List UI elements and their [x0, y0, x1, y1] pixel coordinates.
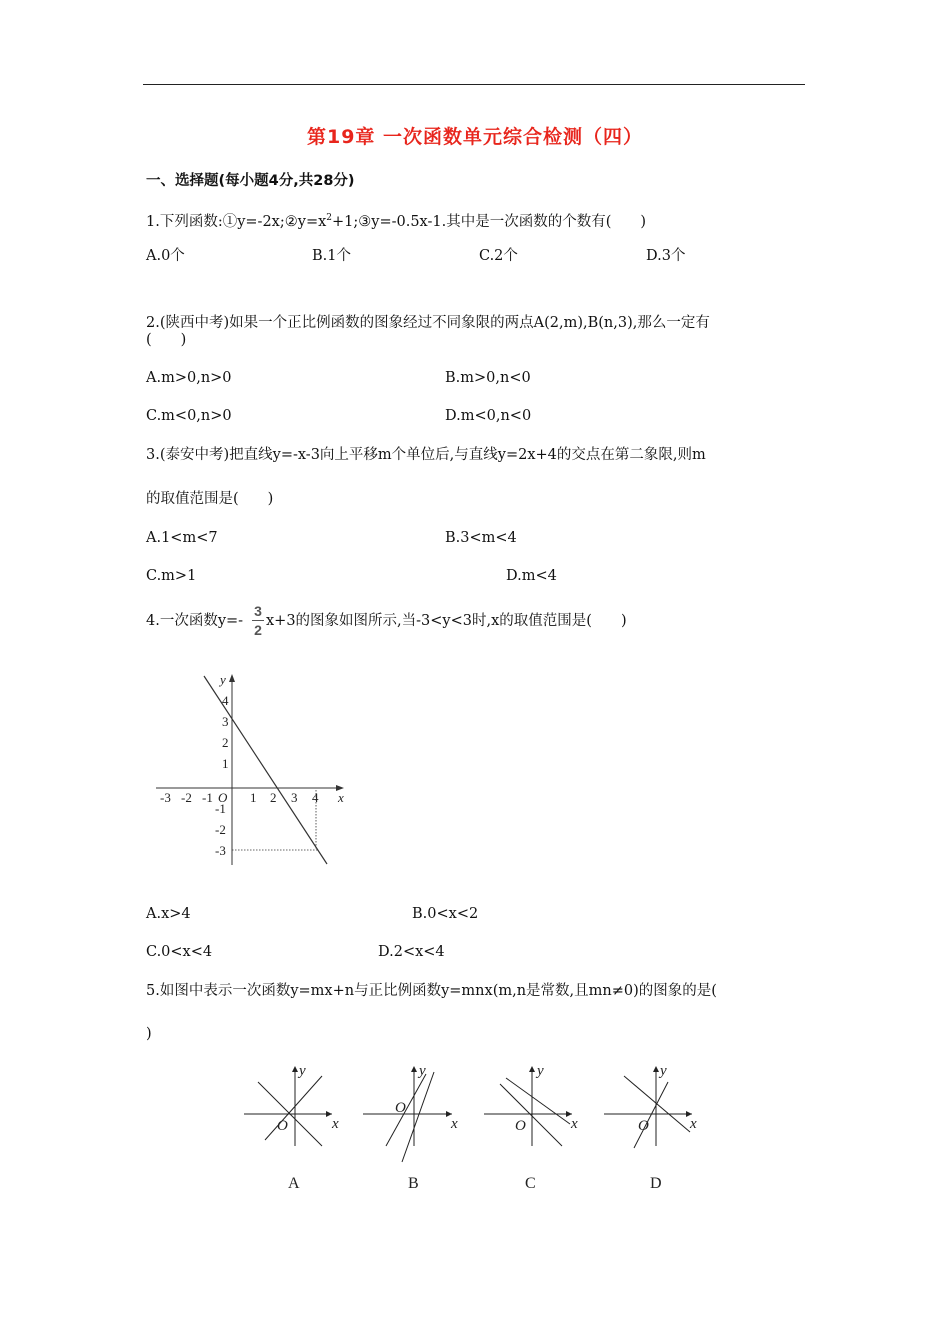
page-title: 第19章 一次函数单元综合检测（四）: [306, 126, 644, 148]
q1-sup: 2: [326, 213, 332, 223]
q4-xtick: -1: [202, 790, 213, 805]
q4-stem-a: 4.一次函数y=-: [146, 613, 244, 629]
q4-x-label: x: [338, 790, 344, 805]
q5-stem-line2: ): [146, 1026, 152, 1042]
q5-c-x-label: x: [571, 1116, 578, 1132]
q5-graphs: [240, 1058, 710, 1198]
q4-fraction: [250, 603, 266, 638]
q2-option-c: C.m<0,n>0: [146, 408, 232, 424]
q5-option-a: A: [288, 1175, 300, 1192]
q4-stem-b: x+3的图象如图所示,当-3<y<3时,x的取值范围是( ): [266, 613, 627, 629]
q4-xtick: -3: [160, 790, 171, 805]
q2-option-b: B.m>0,n<0: [445, 370, 531, 386]
q4-frac-num: 3: [254, 603, 262, 619]
q5-b-x-label: x: [451, 1116, 458, 1132]
q4-ytick: 4: [222, 693, 229, 708]
q5-d-origin: O: [638, 1118, 649, 1134]
q1-stem-b: +1;③y=-0.5x-1.其中是一次函数的个数有( ): [332, 213, 647, 230]
q3-option-b: B.3<m<4: [445, 530, 517, 546]
q4-y-label: y: [220, 672, 226, 687]
q4-ytick: -3: [215, 843, 226, 858]
section-heading: 一、选择题(每小题4分,共28分): [146, 173, 355, 189]
q5-stem-line1: 5.如图中表示一次函数y=mx+n与正比例函数y=mnx(m,n是常数,且mn≠0)的图象的是(: [146, 983, 717, 999]
q4-xtick: -2: [181, 790, 192, 805]
q5-graph-a: [244, 1070, 332, 1146]
q3-option-d: D.m<4: [506, 568, 557, 584]
q1-stem: [146, 208, 646, 232]
q4-frac-den: 2: [254, 622, 262, 638]
q5-c-y-label: y: [537, 1063, 544, 1079]
q4-ytick: 2: [222, 735, 229, 750]
q4-option-d: D.2<x<4: [378, 944, 445, 960]
q5-graph-c: [484, 1070, 572, 1146]
q5-b-y-label: y: [419, 1063, 426, 1079]
q5-c-origin: O: [515, 1118, 526, 1134]
q4-xtick: 4: [312, 790, 319, 805]
q4-ytick: 3: [222, 714, 229, 729]
q4-option-b: B.0<x<2: [412, 906, 479, 922]
q4-graph: [150, 668, 360, 868]
q5-a-origin: O: [277, 1118, 288, 1134]
q5-a-x-label: x: [332, 1116, 339, 1132]
q1-option-c: C.2个: [479, 248, 518, 264]
q2-stem-line1: 2.(陕西中考)如果一个正比例函数的图象经过不同象限的两点A(2,m),B(n,3),那么一定有: [146, 315, 710, 331]
q4-option-a: A.x>4: [146, 906, 191, 922]
q4-ytick: -1: [215, 801, 226, 816]
q4-xtick: 1: [250, 790, 257, 805]
q4-ytick: 1: [222, 756, 229, 771]
q1-option-d: D.3个: [646, 248, 686, 264]
q4-xtick: 3: [291, 790, 298, 805]
q1-stem-a: 1.下列函数:①y=-2x;②y=x: [146, 213, 327, 230]
header-rule: [143, 84, 805, 85]
q5-graph-b: [363, 1070, 452, 1162]
q5-d-x-label: x: [690, 1116, 697, 1132]
q3-option-a: A.1<m<7: [146, 530, 218, 546]
q5-option-b: B: [408, 1175, 419, 1192]
q5-b-origin: O: [395, 1100, 406, 1116]
q2-stem-line2: ( ): [146, 332, 187, 348]
q3-stem-line1: 3.(泰安中考)把直线y=-x-3向上平移m个单位后,与直线y=2x+4的交点在第二象限,则m: [146, 447, 706, 463]
q5-a-y-label: y: [299, 1063, 306, 1079]
q4-xtick: 2: [270, 790, 277, 805]
q2-option-d: D.m<0,n<0: [445, 408, 532, 424]
q5-graph-d: [604, 1070, 692, 1148]
q4-y-arrow: [229, 674, 235, 682]
q2-option-a: A.m>0,n>0: [146, 370, 232, 386]
q1-option-a: A.0个: [146, 248, 185, 264]
q1-option-b: B.1个: [312, 248, 351, 264]
q4-frac-bar: [252, 620, 264, 621]
q5-option-d: D: [650, 1175, 662, 1192]
q3-option-c: C.m>1: [146, 568, 197, 584]
q3-stem-line2: 的取值范围是( ): [146, 491, 274, 507]
q4-option-c: C.0<x<4: [146, 944, 213, 960]
q5-d-y-label: y: [660, 1063, 667, 1079]
q5-option-c: C: [525, 1175, 536, 1192]
q4-ytick: -2: [215, 822, 226, 837]
q4-origin: O: [218, 790, 228, 805]
